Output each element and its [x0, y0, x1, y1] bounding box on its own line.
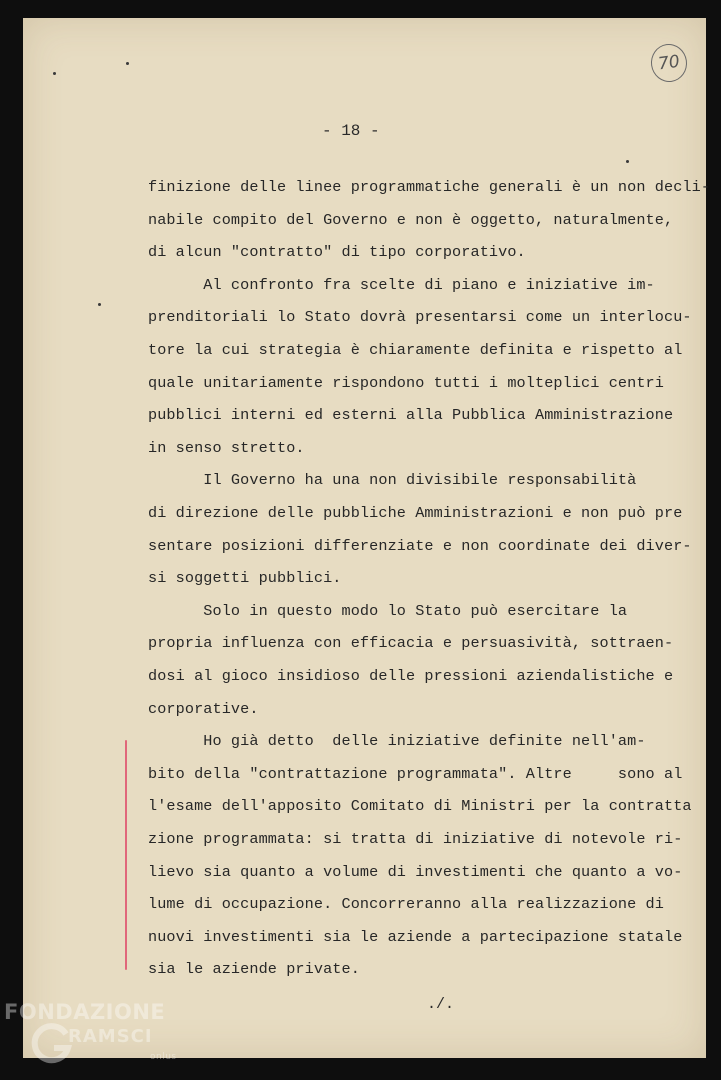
body-text-line: bito della "contrattazione programmata". Altre sono al: [148, 765, 683, 783]
body-text-line: lievo sia quanto a volume di investimenti che quanto a vo-: [148, 863, 683, 881]
watermark-line-2: RAMSCI: [68, 1026, 153, 1047]
body-text-line: l'esame dell'apposito Comitato di Ministri per la contratta: [148, 797, 692, 815]
body-text-line: sia le aziende private.: [148, 960, 360, 978]
watermark-line-3: onlus: [150, 1052, 177, 1062]
body-text-line: in senso stretto.: [148, 439, 305, 457]
paper-speck: [626, 160, 629, 163]
body-text-line: nabile compito del Governo e non è oggetto, naturalmente,: [148, 211, 674, 229]
body-text-line: Solo in questo modo lo Stato può esercitare la: [148, 602, 628, 620]
body-text-line: propria influenza con efficacia e persuasività, sottraen-: [148, 634, 674, 652]
watermark-line-1: FONDAZIONE: [4, 1000, 166, 1024]
body-text-line: lume di occupazione. Concorreranno alla realizzazione di: [148, 895, 664, 913]
body-text-line: sentare posizioni differenziate e non coordinate dei diver-: [148, 537, 692, 555]
paper-speck: [53, 72, 56, 75]
paper-speck: [126, 62, 129, 65]
body-text-line: di direzione delle pubbliche Amministrazioni e non può pre: [148, 504, 683, 522]
red-margin-mark: [125, 740, 127, 970]
body-text-line: pubblici interni ed esterni alla Pubblica Amministrazione: [148, 406, 674, 424]
body-text-line: finizione delle linee programmatiche generali è un non decli-: [148, 178, 711, 196]
body-text-line: nuovi investimenti sia le aziende a partecipazione statale: [148, 928, 683, 946]
body-text-line: Al confronto fra scelte di piano e iniziative im-: [148, 276, 655, 294]
body-text-line: prenditoriali lo Stato dovrà presentarsi come un interlocu-: [148, 308, 692, 326]
body-text-line: si soggetti pubblici.: [148, 569, 342, 587]
stamp-number: 70: [656, 51, 682, 75]
body-text-line: tore la cui strategia è chiaramente definita e rispetto al: [148, 341, 683, 359]
body-text-line: Il Governo ha una non divisibile responsabilità: [148, 471, 637, 489]
page-number: - 18 -: [322, 122, 380, 140]
body-text-line: corporative.: [148, 700, 259, 718]
paper-speck: [98, 303, 101, 306]
body-text-line: Ho già detto delle iniziative definite nell'am-: [148, 732, 646, 750]
body-text-line: di alcun "contratto" di tipo corporativo.: [148, 243, 526, 261]
body-text-line: zione programmata: si tratta di iniziative di notevole ri-: [148, 830, 683, 848]
body-text-line: quale unitariamente rispondono tutti i molteplici centri: [148, 374, 664, 392]
body-text-line: dosi al gioco insidioso delle pressioni aziendalistiche e: [148, 667, 674, 685]
continuation-mark: ./.: [427, 996, 455, 1013]
fondazione-gramsci-watermark: [4, 1000, 194, 1080]
